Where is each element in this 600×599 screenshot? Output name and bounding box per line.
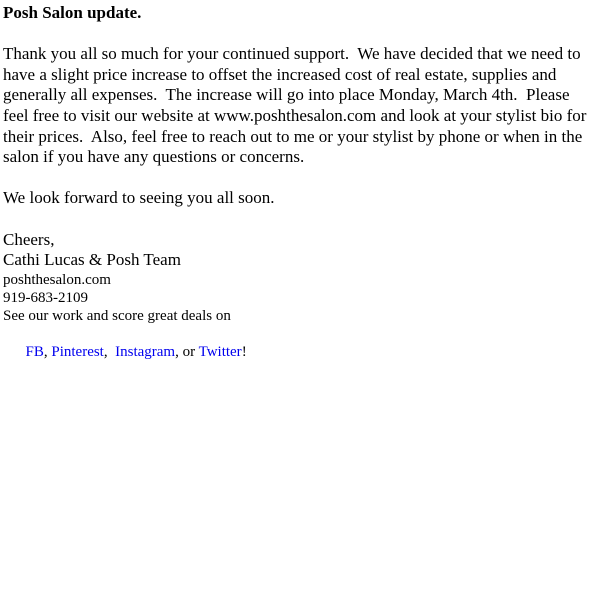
instagram-link[interactable]: Instagram (115, 343, 176, 360)
separator-text: , (43, 343, 52, 360)
body-paragraph: Thank you all so much for your continued support. We have decided that we need to have a slight price increase to offset the increased cost of real estate, supplies and generally all expenses. The increase will go into place Monday, March 4th. Please feel free to visit our website at www.poshthesalon.com and look at your stylist bio for their prices. Also, feel free to reach out to me or your stylist by phone or when in the salon if you have any questions or concerns. (3, 44, 591, 167)
separator-text: , (103, 343, 116, 360)
social-links-line (3, 325, 597, 379)
separator-text: , or (175, 343, 199, 360)
promo-line: See our work and score great deals on (3, 307, 231, 324)
page-title: Posh Salon update. (3, 3, 142, 22)
phone-number: 919-683-2109 (3, 289, 88, 306)
signoff: Cheers, (3, 229, 55, 249)
closing-line: We look forward to seeing you all soon. (3, 188, 275, 208)
signature-block (3, 230, 597, 271)
pinterest-link[interactable]: Pinterest (51, 343, 104, 360)
signature-name: Cathi Lucas & Posh Team (3, 250, 181, 270)
exclamation-text: ! (241, 343, 247, 360)
contact-block (3, 271, 597, 379)
website-text: poshthesalon.com (3, 271, 111, 288)
twitter-link[interactable]: Twitter (198, 343, 242, 360)
fb-link[interactable]: FB (25, 343, 44, 360)
